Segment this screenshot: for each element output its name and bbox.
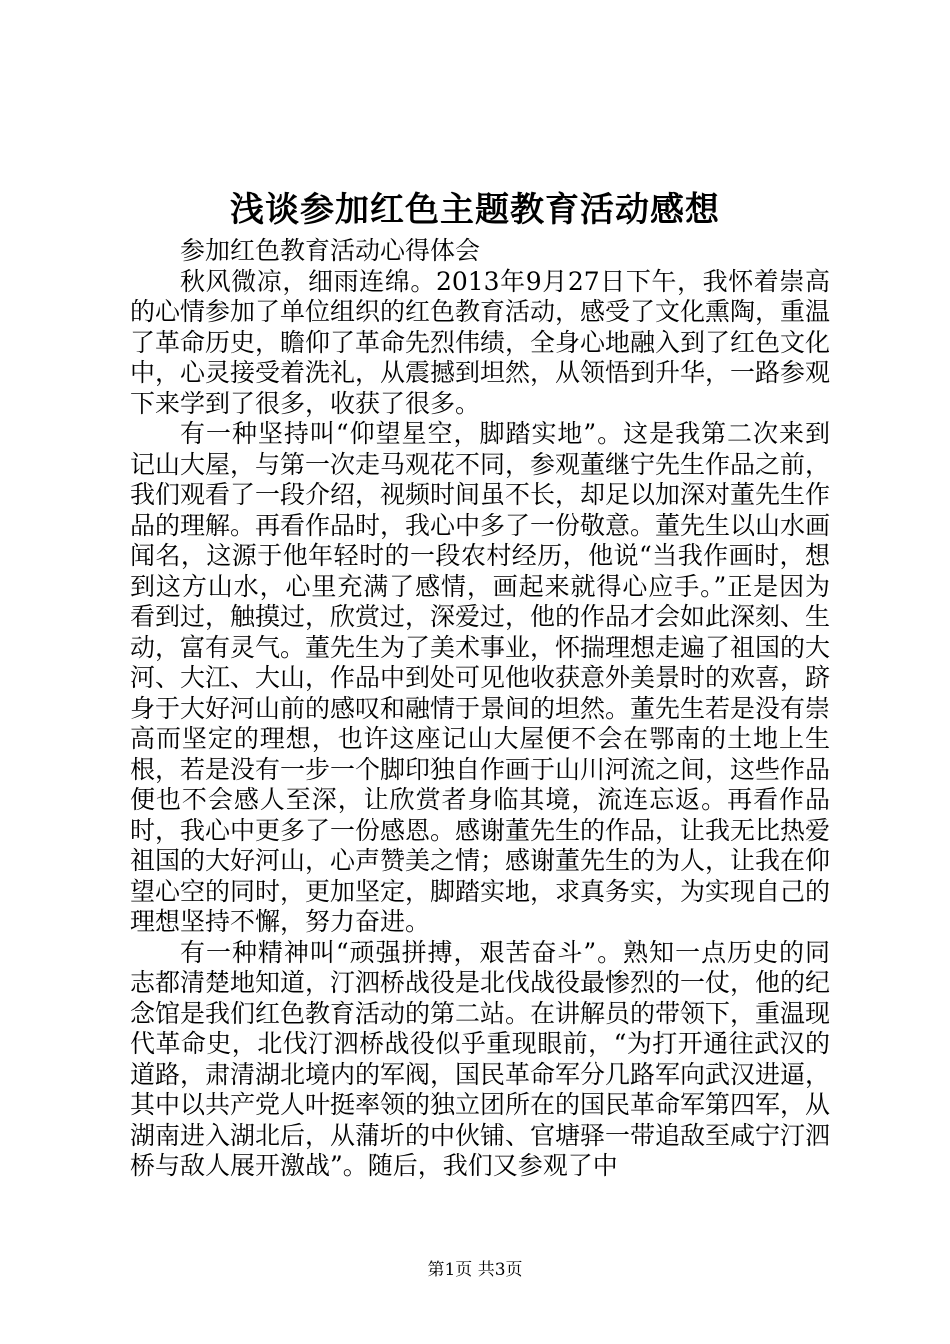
page-footer: 第1页 共3页 (427, 1260, 523, 1280)
paragraph-3: 有一种精神叫“顽强拼搏，艰苦奋斗”。熟知一点历史的同志都清楚地知道，汀泗桥战役是北伐战役最惨烈的一仗，他的纪念馆是我们红色教育活动的第二站。在讲解员的带领下，重温现代革命史，北伐汀泗桥战役似乎重现眼前，“为打开通往武汉的道路，肃清湖北境内的军阀，国民革命军分几路军向武汉进逼，其中以共产党人叶挺率领的独立团所在的国民革命军第四军，从湖南进入湖北后，从蒲圻的中伙铺、官塘驿一带追敌至咸宁汀泗桥与敌人展开激战”。随后，我们又参观了中 (130, 937, 831, 1180)
paragraph-2: 有一种坚持叫“仰望星空，脚踏实地”。这是我第二次来到记山大屋，与第一次走马观花不同，参观董继宁先生作品之前，我们观看了一段介绍，视频时间虽不长，却足以加深对董先生作品的理解。再看作品时，我心中多了一份敬意。董先生以山水画闻名，这源于他年轻时的一段农村经历，他说“当我作画时，想到这方山水，心里充满了感情，画起来就得心应手。”正是因为看到过，触摸过，欣赏过，深爱过，他的作品才会如此深刻、生动，富有灵气。董先生为了美术事业，怀揣理想走遍了祖国的大河、大江、大山，作品中到处可见他收获意外美景时的欢喜，跻身于大好河山前的感叹和融情于景间的坦然。董先生若是没有崇高而坚定的理想，也许这座记山大屋便不会在鄂南的土地上生根，若是没有一步一个脚印独自作画于山川河流之间，这些作品便也不会感人至深，让欣赏者身临其境，流连忘返。再看作品时，我心中更多了一份感恩。感谢董先生的作品，让我无比热爱祖国的大好河山，心声赞美之情；感谢董先生的为人，让我在仰望心空的同时，更加坚定，脚踏实地，求真务实，为实现自己的理想坚持不懈，努力奋进。 (130, 419, 831, 936)
document-subtitle: 参加红色教育活动心得体会 (180, 236, 481, 265)
document-title: 浅谈参加红色主题教育活动感想 (230, 190, 720, 230)
document-body (130, 236, 830, 1182)
paragraph-1: 秋风微凉，细雨连绵。2013年9月27日下午，我怀着崇高的心情参加了单位组织的红色教育活动，感受了文化熏陶，重温了革命历史，瞻仰了革命先烈伟绩，全身心地融入到了红色文化中，心灵接受着洗礼，从震撼到坦然，从领悟到升华，一路参观下来学到了很多，收获了很多。 (130, 266, 831, 418)
